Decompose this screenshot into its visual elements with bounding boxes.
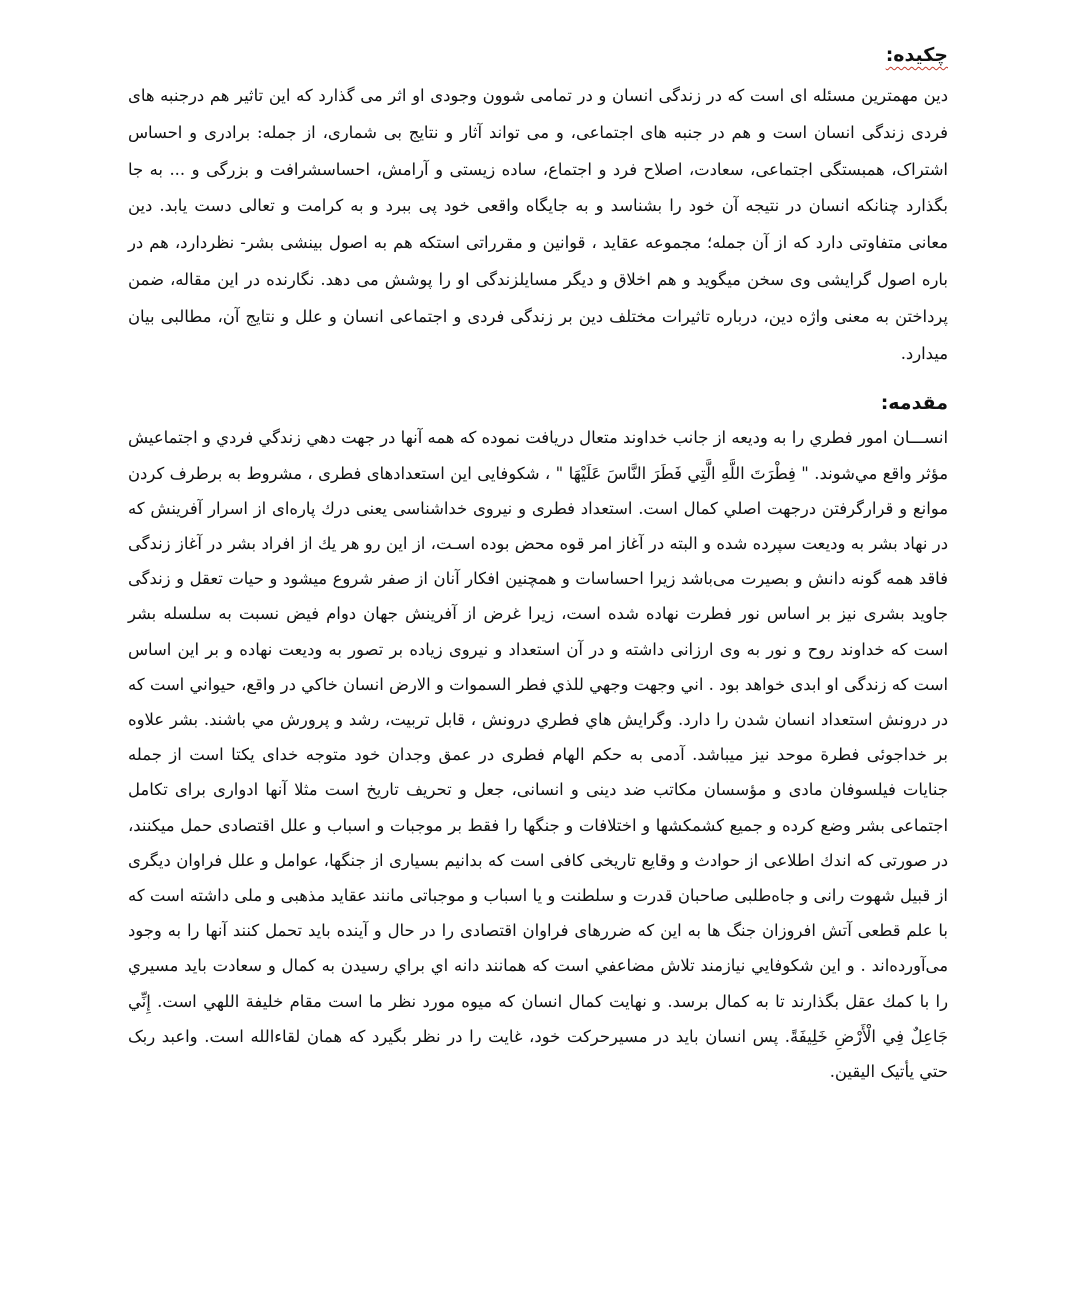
introduction-heading: مقدمه: xyxy=(880,392,948,415)
abstract-paragraph: دین مهمترین مسئله ای است که در زندگی انسان و در تمامی شوون وجودی او اثر می گذارد که این تاثیر هم درجنبه های فردی زندگی انسان است و هم در جنبه های اجتماعی، و می تواند آثار و نتایج بی شماری، از جمله: برادری و احساس اشتراک، همبستگی اجتماعی، سعادت، اصلاح فرد و اجتماع، ساده زیستی و آرامش، احساسشرافت و بزرگی و ... به جا بگذارد چنانکه انسان در نتیجه آن خود را بشناسد و به جایگاه واقعی خود پی ببرد و به کرامت و تعالی دست یابد. دین معانی متفاوتی دارد که از آن جمله؛ مجموعه عقاید ، قوانین و مقرراتی استکه هم به اصول بینشی بشر- نظردارد، هم در باره اصول گرایشی وی سخن میگوید و هم اخلاق و دیگر مسایلزندگی او را پوشش می دهد. نگارنده در این مقاله، ضمن پرداختن به معنی واژه دین، درباره تاثیرات مختلف دین بر زندگی فردی و اجتماعی انسان و علل و نتایج آن، مطالبی بیان میدارد. xyxy=(128,86,948,363)
document-page xyxy=(128,40,948,1089)
section-gap xyxy=(128,372,948,382)
introduction-paragraph: انســـان امور فطري را به وديعه از جانب خداوند متعال دريافت نموده كه همه آنها در جهت دهي زندگي فردي و اجتماعيش مؤثر واقع مي‌شوند. " فِطْرَتَ اللَّهِ الَّتِي فَطَرَ النَّاسَ عَلَيْهَا " ، شکوفایی این استعدادهای فطری ، مشروط به برطرف كردن موانع و قرارگرفتن درجهت اصلي كمال است. استعداد فطری و نیروی خداشناسی یعنی درك پاره‌ای از اسرار آفرینش كه در نهاد بشر به ودیعت سپرده شده و البته در آغاز امر قوه محض بوده اسـت، از این رو هر یك از افراد بشر در آغاز زندگی فاقد همه گونه دانش و بصیرت می‌باشد زیرا احساسات و همچنین افکار آنان از صفر شروع میشود و حیات تعقل و زندگی جاوید بشری نیز بر اساس نور فطرت نهاده شده است، زیرا غرض از آفرینش جهان دوام فیض نسبت به سلسله بشر است که خداوند روح و نور به وی ارزانی داشته و در آن استعداد و نیروی زیاده بر تصور به ودیعت نهاده و بر این اساس است که زندگی او ابدی خواهد بود . اني وجهت وجهي للذي فطر السموات و الارض انسان خاكي در واقع، حيواني است كه در درونش استعداد انسان شدن را دارد. وگرايش هاي فطري درونش ، قابل تربيت، رشد و پرورش مي باشند. بشر علاوه بر خداجوئی فطرة موحد نیز میباشد. آدمی به حکم الهام فطری در عمق وجدان خود متوجه خدای یکتا است از جمله جنایات فیلسوفان مادی و مؤسسان مکاتب ضد دینی و انسانی، جعل و تحریف تاریخ است مثلا آنها ادواری برای تکامل اجتماعی بشر وضع کرده و جمیع کشمکشها و اختلافات و جنگها را فقط بر موجبات و اسباب و علل اقتصادی حمل میکنند، در صورتی که اندك اطلاعی از حوادث و وقایع تاریخی کافی است که بدانیم بسیاری از جنگها، عوامل و علل فراوان دیگری از قبیل شهوت رانی و جاه‌طلبی صاحبان قدرت و سلطنت و یا اسباب و موجباتی مانند عقاید مذهبی و ملی داشته است که با علم قطعی آتش افروزان جنگ ها به این که ضررهای فراوان اقتصادی را در حال و آینده باید تحمل کنند آنها را به وجود می‌آورده‌اند . و اين شكوفايي نيازمند تلاش مضاعفي است كه همانند دانه اي براي رسيدن به كمال و سعادت بايد مسيري را با كمك عقل بگذارند تا به كمال برسد. و نهايت كمال انسان كه ميوه مورد نظر ما است مقام خليفة اللهي است. إِنِّي جَاعِلٌ فِي الْأَرْضِ خَلِيفَةً. پس انسان باید در مسیرحرکت خود، غایت را در نظر بگیرد که همان لقاءالله است. واعبد ربک حتي يأتيک اليقين. xyxy=(128,428,948,1082)
abstract-heading: چکیده: xyxy=(885,44,948,66)
